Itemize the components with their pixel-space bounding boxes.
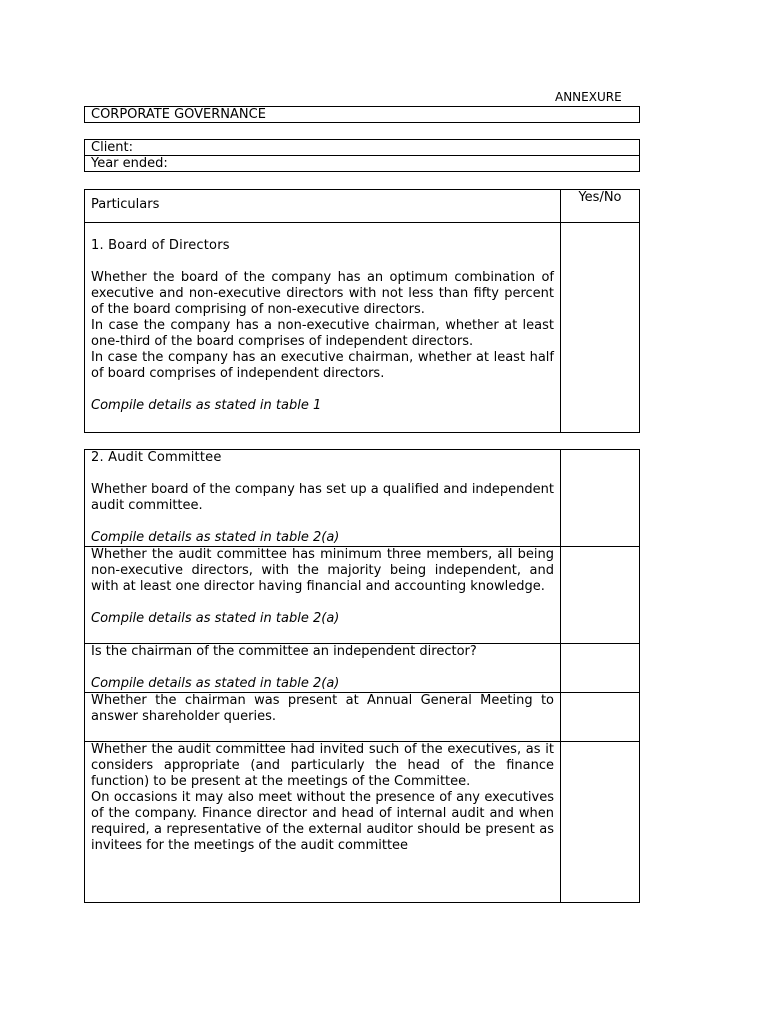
section2-row5-para1: Whether the audit committee had invited such of the executives, as it considers appropriate (and particularly the head of the finance function) to be present at the meetings of the Committee. [91,742,554,789]
section2-row3 [85,644,640,693]
section2-row3-text: Is the chairman of the committee an independent director? [91,644,477,659]
yesno-header: Yes/No [561,190,640,223]
section2-row1-text: Whether board of the company has set up a qualified and independent audit committee. [91,482,554,513]
section2-row3-yesno-cell[interactable] [561,644,640,693]
section1-cell [85,223,561,433]
section2-row1 [85,450,640,547]
section2-row5-cell [85,742,561,903]
section2-row3-note: Compile details as stated in table 2(a) [91,676,340,691]
section2-heading: 2. Audit Committee [91,450,222,465]
section1-para3: In case the company has an executive chairman, whether at least half of board comprises of independent directors. [91,350,554,381]
section2-row2 [85,547,640,644]
client-field: Client: [84,139,640,156]
section2-row5-para2: On occasions it may also meet without the presence of any executives of the company. Finance director and head of internal audit and when required, a representative of the external auditor should be present as invitees for the meetings of the audit committee [91,790,554,853]
board-of-directors-table [84,189,640,433]
section1-para1: Whether the board of the company has an optimum combination of executive and non-executive directors with not less than fifty percent of the board comprising of non-executive directors. [91,270,554,317]
section2-row1-cell [85,450,561,547]
table-header-row [85,190,640,223]
document-title: CORPORATE GOVERNANCE [84,106,640,123]
section2-row1-yesno-cell[interactable] [561,450,640,547]
section2-row4-cell [85,693,561,742]
audit-committee-table [84,449,640,903]
section2-row3-cell [85,644,561,693]
section1-note: Compile details as stated in table 1 [91,398,322,413]
section1-para2: In case the company has a non-executive chairman, whether at least one-third of the board comprises of independent directors. [91,318,554,349]
section2-row2-yesno-cell[interactable] [561,547,640,644]
section1-heading: 1. Board of Directors [91,238,230,253]
section1-row [85,223,640,433]
section2-row4 [85,693,640,742]
section2-row2-cell [85,547,561,644]
section2-row2-text: Whether the audit committee has minimum three members, all being non-executive directors, with the majority being independent, and with at least one director having financial and accounting knowledge. [91,547,554,594]
section2-row4-yesno-cell[interactable] [561,693,640,742]
section1-yesno-cell[interactable] [561,223,640,433]
section2-row5-yesno-cell[interactable] [561,742,640,903]
section2-row2-note: Compile details as stated in table 2(a) [91,611,340,626]
section2-row1-note: Compile details as stated in table 2(a) [91,530,340,545]
section2-row4-text: Whether the chairman was present at Annual General Meeting to answer shareholder queries. [91,693,554,724]
year-ended-field: Year ended: [84,155,640,172]
particulars-header: Particulars [85,190,561,223]
annexure-label: ANNEXURE [555,90,622,104]
section2-row5 [85,742,640,903]
